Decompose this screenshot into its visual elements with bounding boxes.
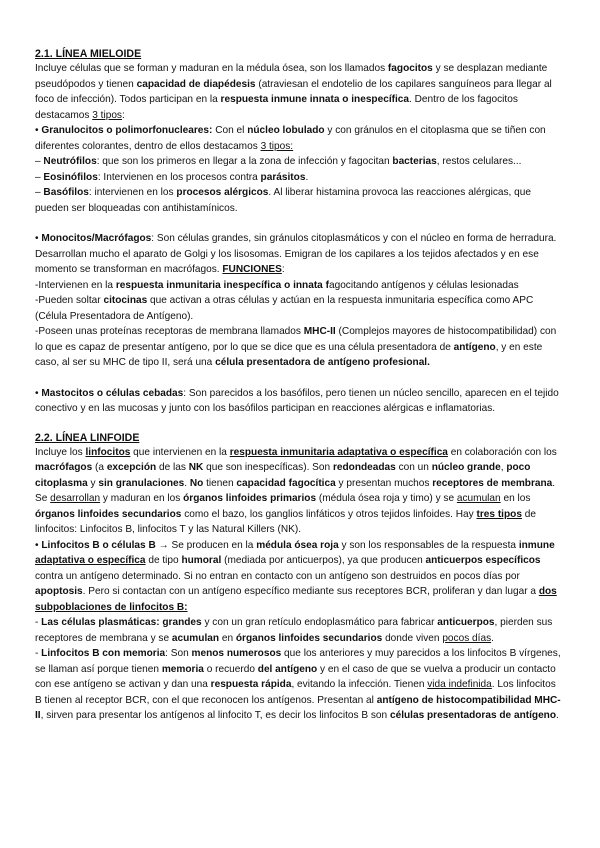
text-run: . <box>184 477 190 489</box>
text-run: órganos linfoides secundarios <box>35 508 182 520</box>
linfoide-intro-paragraph <box>35 445 565 538</box>
text-run: : <box>281 264 285 275</box>
text-run: . Al liberar histamina provoca las reacciones alérgicas, que pueden ser bloqueadas con antihistamínicos. <box>35 187 531 214</box>
text-run: célula presentadora de antígeno profesional. <box>215 357 430 368</box>
text-run: . Pero si contactan con un antígeno específico mediante sus receptores BCR, proliferan y dan lugar a <box>82 586 539 597</box>
text-run: redondeadas <box>332 462 396 473</box>
section-heading-linfoide: 2.2. LÍNEA LINFOIDE <box>35 431 140 444</box>
text-run: tres tipos <box>476 508 522 520</box>
text-run: - <box>35 617 42 628</box>
neutrofilos-item <box>35 154 565 170</box>
text-run: de tipo <box>145 555 182 566</box>
text-run: y maduran en los <box>100 493 184 504</box>
text-run: -Poseen unas proteínas receptoras de membrana llamados <box>35 326 304 337</box>
text-run: respuesta inmunitaria inespecífica o innata f <box>115 279 329 291</box>
text-run: médula ósea roja <box>256 539 339 551</box>
basofilos-item <box>35 185 565 216</box>
text-run: -Intervienen en la <box>35 279 116 291</box>
text-run: macrófagos <box>35 462 93 473</box>
text-run: (atraviesan el endotelio de los capilares sanguíneos para llegar al foco de infección). Todos participan en la <box>35 78 552 105</box>
text-run: Granulocitos o polimorfonucleares: <box>41 125 213 136</box>
text-run: respuesta inmunitaria adaptativa o específica <box>229 446 448 458</box>
text-run: antígeno <box>453 341 496 353</box>
text-run: acumulan <box>171 632 220 644</box>
text-run: , sirven para presentar los antígenos al linfocito T, es decir los linfocitos B son <box>40 710 390 721</box>
text-run: capacidad fagocítica <box>236 477 336 489</box>
text-run: y en el caso de que se vuelva a producir un contacto con ese antígeno se activan y dan una <box>35 663 556 690</box>
text-run: – <box>35 187 44 198</box>
text-run: • <box>35 125 42 136</box>
text-run: → Se producen en la <box>155 539 257 551</box>
text-run: No <box>189 477 204 489</box>
text-run: respuesta rápida <box>210 679 292 690</box>
text-run: Neutrófilos <box>43 156 97 167</box>
text-run: • <box>35 539 42 551</box>
text-run: capacidad de diapédesis <box>136 78 256 90</box>
text-run: acumulan <box>456 493 501 504</box>
text-run: de las <box>156 462 189 473</box>
text-run: órganos linfoides secundarios <box>235 632 383 644</box>
text-run: • <box>35 387 42 399</box>
text-run: . Se <box>35 477 556 504</box>
text-run: (Complejos mayores de histocompatibilidad) con lo que es capaz de presentar antígeno, por lo que se dice que es una célula presentadora de <box>35 326 557 353</box>
text-run: – <box>35 171 44 183</box>
text-run: : Son células grandes, sin gránulos citoplasmáticos y con el núcleo en forma de herradura. Desarrollan mucho el aparato de Golgi y los lisosomas. Emigran de los capilares a los tejidos afectados y en ese momento se transforman en macrófagos. <box>35 233 557 275</box>
text-run: adaptativa o específica <box>35 555 146 566</box>
text-run: respuesta inmune innata o inespecífica <box>220 94 410 105</box>
text-run: : Son parecidos a los basófilos, pero tienen un núcleo sencillo, aparecen en el tejido conectivo y en las mucosas y junto con los basófilos participan en reacciones alérgicas e inflamatorias. <box>35 387 559 414</box>
text-run: antígeno de histocompatibilidad MHC-II <box>35 694 561 721</box>
text-run: agocitando antígenos y células lesionadas <box>328 279 519 291</box>
text-run: Linfocitos B o células B <box>41 539 156 551</box>
text-run: , restos celulares... <box>436 156 522 167</box>
text-run: apoptosis <box>35 586 83 597</box>
text-run: linfocitos <box>85 446 131 458</box>
text-run: : que son los primeros en llegar a la zona de infección y fagocitan <box>96 156 393 167</box>
text-run: . <box>556 710 559 721</box>
text-run: poco citoplasma <box>35 462 531 489</box>
text-run: MHC-II <box>303 326 336 337</box>
text-run: . Los linfocitos B tienen al receptor BCR, con el que reconocen los antígenos. Presentan al <box>35 679 556 706</box>
text-run: en los <box>500 493 531 504</box>
text-run: y se desplazan mediante pseudópodos y tienen <box>35 63 548 90</box>
text-run: . <box>491 632 494 644</box>
text-run: vida indefinida <box>427 679 492 690</box>
text-run: sin granulaciones <box>98 477 185 489</box>
text-run: (a <box>92 462 107 473</box>
text-run: parásitos <box>260 171 306 183</box>
granulocitos-item <box>35 123 565 154</box>
text-run: humoral <box>181 555 222 566</box>
linfocitos-b-memoria-item <box>35 646 565 724</box>
text-run: Basófilos <box>43 187 89 198</box>
text-run: en <box>219 632 236 644</box>
text-run: tienen <box>203 477 237 489</box>
text-run: en colaboración con los <box>447 446 557 458</box>
text-run: desarrollan <box>50 493 101 504</box>
text-run: • <box>35 233 42 244</box>
text-run: inmune <box>518 539 555 551</box>
text-run: receptores de membrana <box>432 477 553 489</box>
text-run: , y en este caso, al ser su MHC de tipo II, será una <box>35 341 543 368</box>
text-run: menos numerosos <box>191 648 282 659</box>
text-run: bacterias <box>392 156 437 167</box>
text-run: Incluye los <box>35 446 86 458</box>
text-run: del antígeno <box>257 663 318 675</box>
text-run: NK <box>188 462 204 473</box>
mastocitos-item <box>35 386 565 417</box>
text-run: Eosinófilos <box>43 171 98 183</box>
text-run: pocos días <box>442 632 492 644</box>
text-run: : intervienen en los <box>88 187 177 198</box>
text-run: Mastocitos o células cebadas <box>41 387 184 399</box>
text-run: (mediada por anticuerpos), ya que producen <box>221 555 426 566</box>
text-run: Monocitos/Macrófagos <box>41 233 152 244</box>
mieloide-intro-paragraph <box>35 61 565 123</box>
text-run: como el bazo, los ganglios linfáticos y otros tejidos linfoides. Hay <box>181 508 477 520</box>
text-run: procesos alérgicos <box>176 187 269 198</box>
text-run: células presentadoras de antígeno <box>389 710 557 721</box>
text-run: fagocitos <box>387 63 433 74</box>
text-run: núcleo grande <box>431 462 501 473</box>
text-run: que intervienen en la <box>130 446 230 458</box>
text-run: anticuerpos específicos <box>425 555 541 566</box>
text-run: . Dentro de los fagocitos destacamos <box>35 94 518 121</box>
text-run: : Son <box>165 648 192 659</box>
eosinofilos-item <box>35 170 565 186</box>
text-run: , evitando la infección. Tienen <box>291 679 428 690</box>
text-run: (médula ósea roja y timo) y se <box>316 493 457 504</box>
text-run: 3 tipos: <box>260 140 294 152</box>
text-run: contra un antígeno determinado. Si no entran en contacto con un antígeno son destruidos en pocos días por <box>35 570 520 582</box>
text-run: anticuerpos <box>437 617 495 628</box>
text-run: y con gránulos en el citoplasma que se tiñen con diferentes colorantes, dentro de ellos destacamos <box>35 125 546 152</box>
text-run: : Intervienen en los procesos contra <box>97 171 261 183</box>
section-heading-mieloide: 2.1. LÍNEA MIELOIDE <box>35 48 142 60</box>
text-run: - <box>35 648 42 659</box>
text-run: 3 tipos <box>92 109 122 121</box>
text-run: Incluye células que se forman y maduran en la médula ósea, son los llamados <box>35 63 388 74</box>
text-run: con un <box>395 462 432 473</box>
text-run: memoria <box>161 663 204 675</box>
text-run: -Pueden soltar <box>35 295 104 306</box>
text-run: y <box>87 477 99 489</box>
text-run: . <box>305 171 309 183</box>
celulas-plasmaticas-item <box>35 615 565 646</box>
text-run: que activan a otras células y actúan en la respuesta inmunitaria específica como APC (Célula Presentadora de Antígeno). <box>35 295 534 322</box>
text-run: Linfocitos B con memoria <box>41 648 166 659</box>
text-run: núcleo lobulado <box>247 125 325 136</box>
text-run: – <box>35 156 44 167</box>
funcion-2 <box>35 293 565 324</box>
text-run: dos subpoblaciones de linfocitos B: <box>35 586 557 613</box>
text-run: de linfocitos: Linfocitos B, linfocitos T y las Natural Killers (NK). <box>35 508 536 535</box>
text-run: , <box>500 462 507 473</box>
text-run: Con el <box>212 125 248 136</box>
text-run: y son los responsables de la respuesta <box>338 539 519 551</box>
text-run: o recuerdo <box>203 663 258 675</box>
text-run: que los anteriores y muy parecidos a los linfocitos B vírgenes, se llaman así porque tienen <box>35 648 561 675</box>
text-run: citocinas <box>103 295 148 306</box>
text-run: y presentan muchos <box>335 477 433 489</box>
text-run: , pierden sus receptores de membrana y se <box>35 617 553 644</box>
text-run: y con un gran retículo endoplasmático para fabricar <box>201 617 438 628</box>
text-run: órganos linfoides primarios <box>183 493 317 504</box>
text-run: : <box>121 109 125 121</box>
text-run: FUNCIONES <box>222 264 282 275</box>
text-run: que son inespecíficas). Son <box>203 462 333 473</box>
linfocitos-b-item <box>35 538 565 616</box>
text-run: Las células plasmáticas: grandes <box>41 617 202 628</box>
text-run: excepción <box>106 462 157 473</box>
funcion-1 <box>35 278 565 294</box>
monocitos-item <box>35 231 565 278</box>
funcion-3 <box>35 324 565 371</box>
text-run: donde viven <box>382 632 443 644</box>
